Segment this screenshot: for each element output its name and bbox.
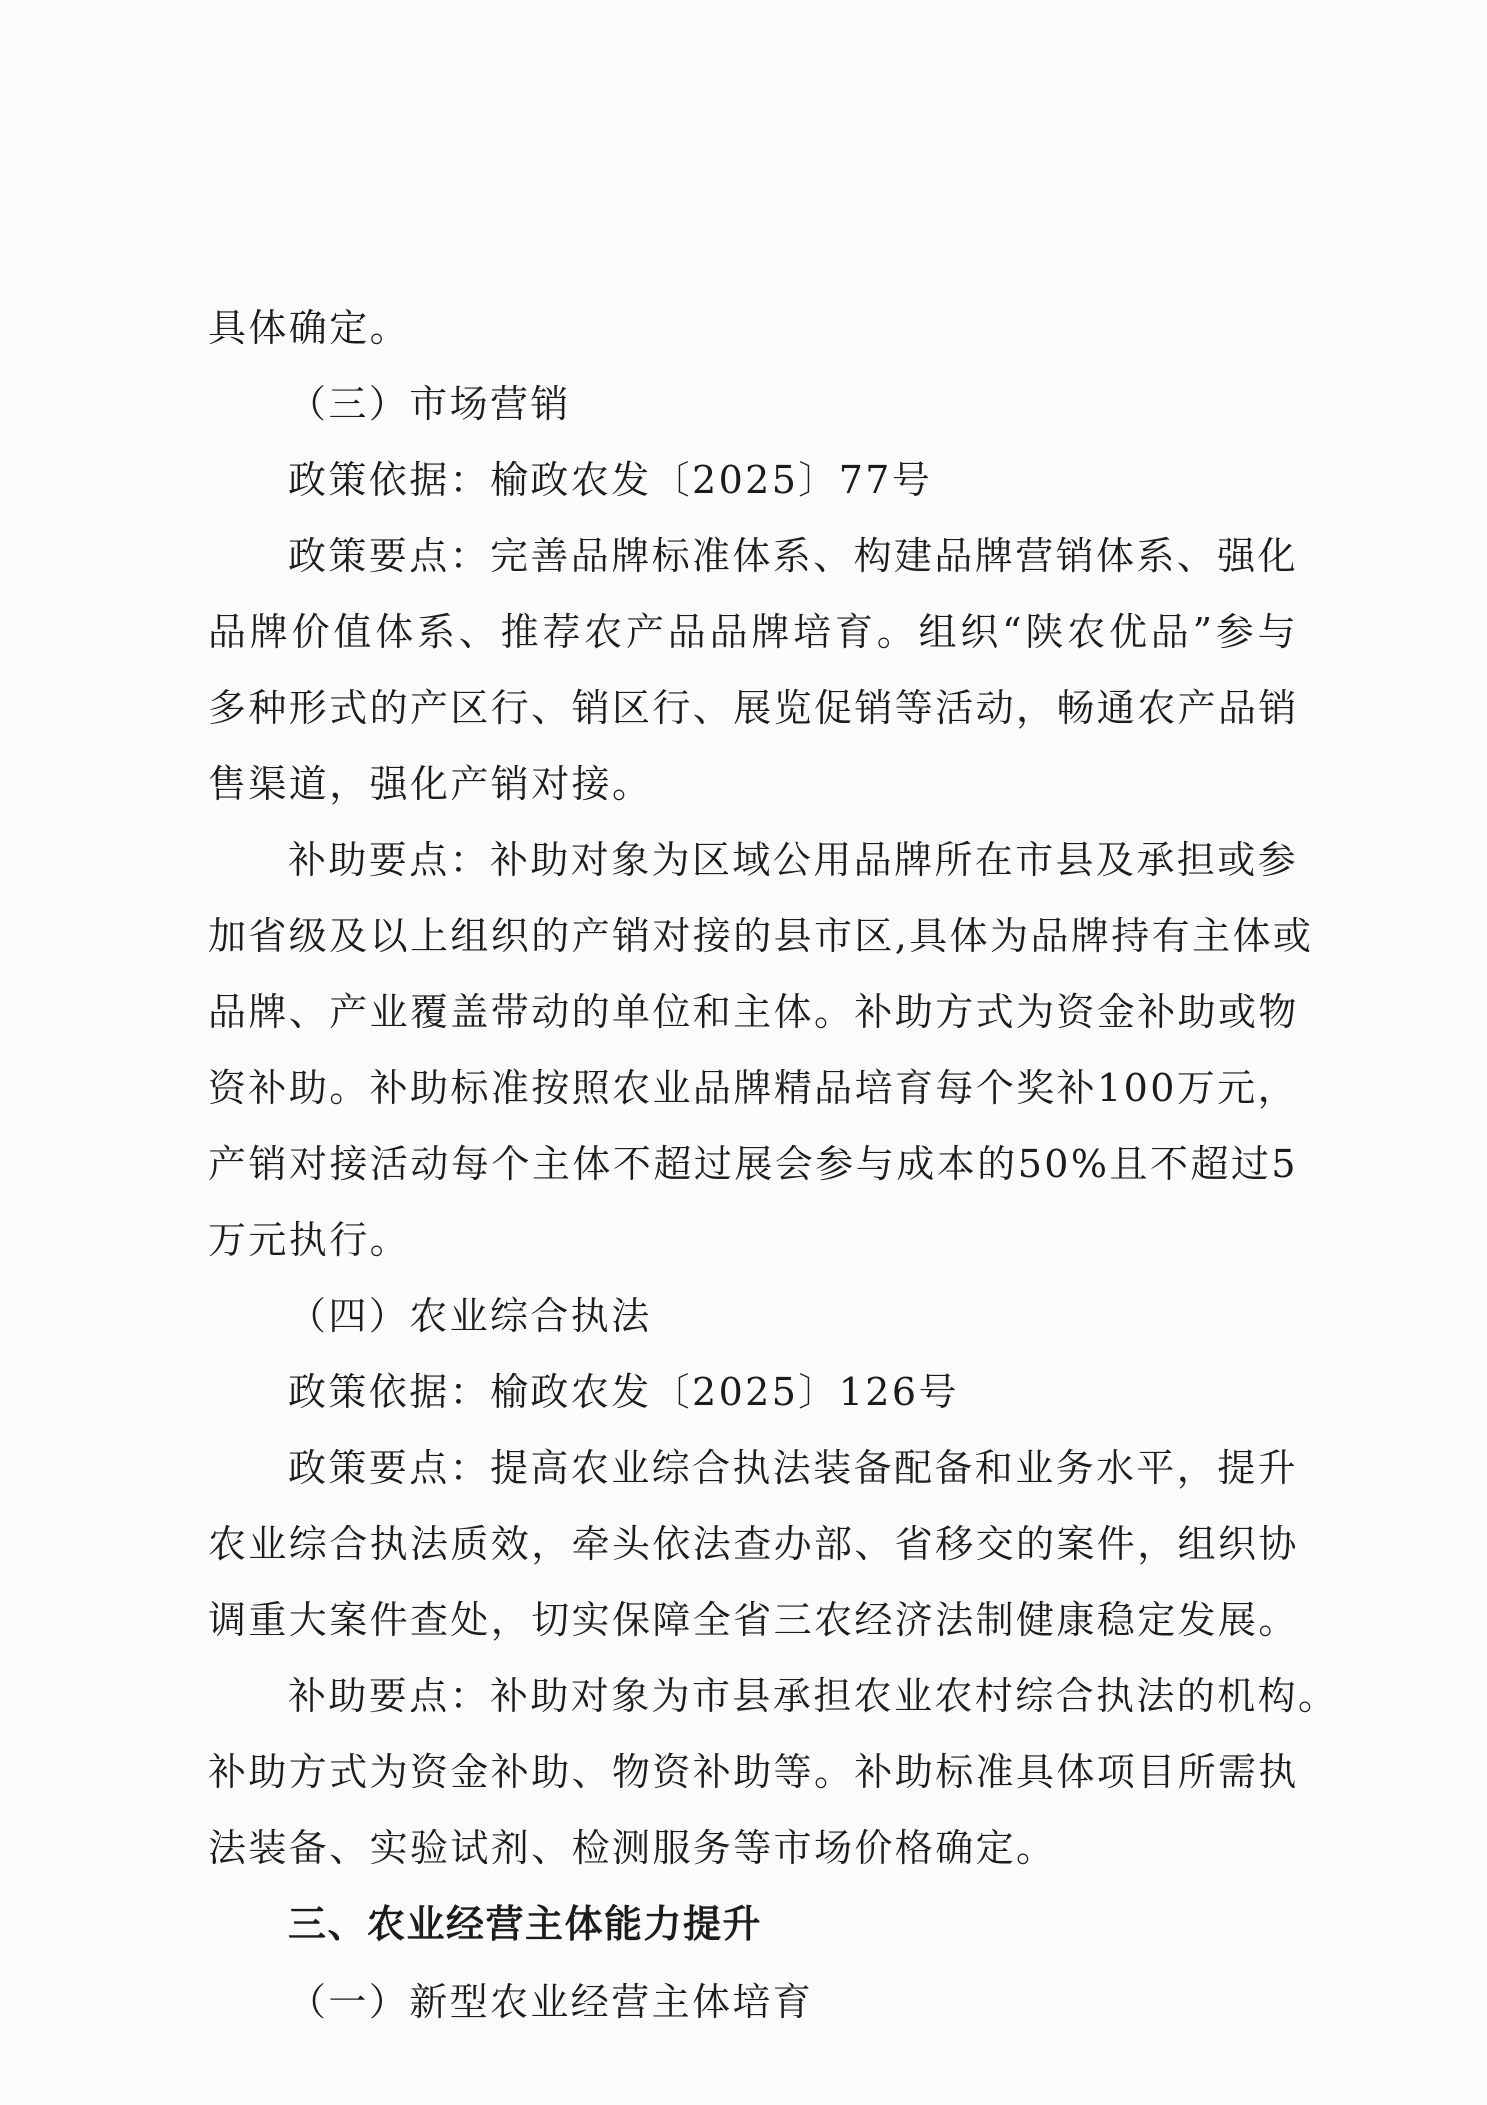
paragraph-line: 农业综合执法质效，牵头依法查办部、省移交的案件，组织协 — [208, 1522, 1299, 1566]
paragraph-line: 品牌、产业覆盖带动的单位和主体。补助方式为资金补助或物 — [208, 990, 1299, 1034]
section-heading-law-enforcement: （四）农业综合执法 — [288, 1294, 652, 1338]
policy-basis-line: 政策依据：榆政农发〔2025〕126号 — [288, 1370, 959, 1414]
paragraph-line: 资补助。补助标准按照农业品牌精品培育每个奖补100万元， — [208, 1066, 1298, 1110]
paragraph-line: 补助要点：补助对象为区域公用品牌所在市县及承担或参 — [288, 838, 1299, 882]
paragraph-line: 政策要点：完善品牌标准体系、构建品牌营销体系、强化 — [288, 534, 1299, 578]
paragraph-line: 加省级及以上组织的产销对接的县市区,具体为品牌持有主体或 — [208, 914, 1314, 958]
paragraph-line: 调重大案件查处，切实保障全省三农经济法制健康稳定发展。 — [208, 1598, 1299, 1642]
chapter-heading-business-entities: 三、农业经营主体能力提升 — [288, 1902, 763, 1946]
paragraph-line: 补助要点：补助对象为市县承担农业农村综合执法的机构。 — [288, 1674, 1339, 1718]
paragraph-line: 万元执行。 — [208, 1218, 411, 1262]
policy-basis-line: 政策依据：榆政农发〔2025〕77号 — [288, 458, 933, 502]
paragraph-line: 具体确定。 — [208, 306, 411, 350]
paragraph-line: 售渠道，强化产销对接。 — [208, 762, 653, 806]
paragraph-line: 产销对接活动每个主体不超过展会参与成本的50%且不超过5 — [208, 1142, 1298, 1186]
paragraph-line: 政策要点：提高农业综合执法装备配备和业务水平，提升 — [288, 1446, 1299, 1490]
paragraph-line: 品牌价值体系、推荐农产品品牌培育。组织“陕农优品”参与 — [208, 610, 1298, 654]
paragraph-line: 多种形式的产区行、销区行、展览促销等活动，畅通农产品销 — [208, 686, 1299, 730]
paragraph-line: 补助方式为资金补助、物资补助等。补助标准具体项目所需执 — [208, 1750, 1299, 1794]
section-heading-market-marketing: （三）市场营销 — [288, 382, 571, 426]
paragraph-line: 法装备、实验试剂、检测服务等市场价格确定。 — [208, 1826, 1057, 1870]
section-heading-new-entities: （一）新型农业经营主体培育 — [288, 1980, 814, 2024]
